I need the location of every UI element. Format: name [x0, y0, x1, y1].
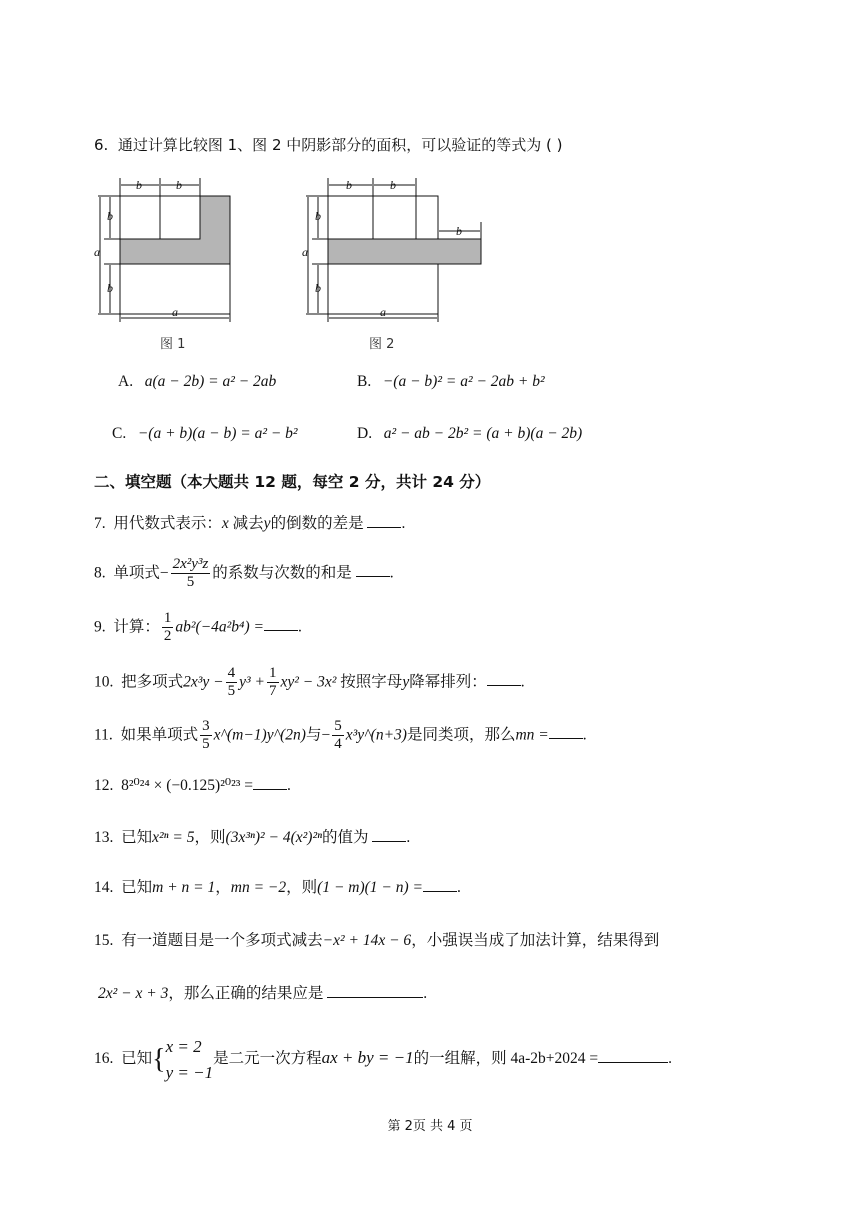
- brace-icon: {: [152, 1043, 166, 1075]
- q14-end: .: [457, 879, 461, 896]
- question-9: [94, 610, 302, 646]
- question-number: 7.: [94, 515, 106, 532]
- q8-text-2: 的系数与次数的和是: [212, 564, 352, 582]
- q13-end: .: [406, 829, 411, 846]
- question-number: 14.: [94, 879, 114, 896]
- q10-fraction-1: [226, 665, 238, 701]
- answer-blank[interactable]: [372, 829, 406, 842]
- q7-var-y: y: [263, 515, 271, 532]
- q11-f1-num: 3: [200, 718, 212, 736]
- page-footer: 第 2页 共 4 页: [387, 1119, 473, 1134]
- q10-text-3: 降幂排列：: [409, 673, 487, 691]
- question-number: 6.: [94, 136, 109, 154]
- question-12: [94, 777, 291, 794]
- answer-blank[interactable]: [549, 726, 583, 739]
- q15-expr-1: −x² + 14x − 6: [322, 932, 412, 949]
- q16-equation: ax + by = −1: [321, 1048, 414, 1068]
- option-c-expr: −(a + b)(a − b) = a² − b²: [137, 425, 298, 442]
- q9-text-1: 计算：: [113, 618, 160, 636]
- q16-text-1: 已知: [121, 1050, 153, 1068]
- q11-minus: −: [321, 726, 331, 744]
- q14-expr-3: (1 − m)(1 − n) =: [317, 879, 424, 896]
- q8-end: .: [389, 564, 394, 582]
- q10-f2-num: 1: [267, 665, 279, 683]
- q13-text-1: 已知: [121, 829, 153, 846]
- q13-text-3: 的值为: [322, 829, 369, 846]
- answer-blank[interactable]: [253, 777, 287, 790]
- q15-expr-2: 2x² − x + 3: [98, 985, 169, 1002]
- q14-separator: ，: [215, 879, 231, 896]
- q15-end: .: [423, 985, 428, 1002]
- section-2-heading: 二、填空题（本大题共 12 题，每空 2 分，共计 24 分）: [94, 473, 491, 491]
- option-d-expr: a² − ab − 2b² = (a + b)(a − 2b): [383, 425, 583, 442]
- answer-blank[interactable]: [423, 879, 457, 892]
- q7-end: .: [401, 515, 406, 532]
- option-d-letter: D.: [357, 425, 373, 442]
- q9-expression: ab²(−4a²b⁴) =: [175, 618, 264, 636]
- q8-minus: −: [159, 564, 169, 582]
- question-number: 13.: [94, 829, 114, 846]
- q8-fraction: [171, 556, 211, 592]
- q16-text-2: 是二元一次方程: [213, 1050, 322, 1068]
- q11-f1-den: 5: [202, 736, 210, 753]
- fig1-label-a-left: a: [94, 245, 100, 259]
- fig2-label-a-bottom: a: [380, 305, 386, 319]
- question-stem: 通过计算比较图 1、图 2 中阴影部分的面积，可以验证的等式为 ( ): [117, 136, 563, 154]
- question-10: [94, 665, 525, 701]
- q14-expr-1: m + n = 1: [152, 879, 216, 896]
- q10-expr-3: xy² − 3x²: [280, 673, 337, 691]
- question-15-cont: [98, 985, 427, 1002]
- q16-row-1: x = 2: [165, 1037, 202, 1056]
- q11-fraction-1: [200, 718, 212, 754]
- q8-numerator: 2x²y³z: [171, 556, 211, 574]
- q8-text-1: 单项式: [113, 564, 160, 582]
- q16-row-2: y = −1: [165, 1062, 214, 1082]
- q11-end: .: [582, 726, 587, 744]
- q10-text-1: 把多项式: [121, 673, 184, 691]
- q10-var-y: y: [402, 673, 410, 691]
- q10-f1-num: 4: [226, 665, 238, 683]
- q7-var-x: x: [221, 515, 229, 532]
- question-13: [94, 829, 410, 846]
- question-number: 10.: [94, 673, 114, 691]
- q10-expr-2: y³ +: [239, 673, 266, 691]
- q10-expr-1: 2x³y −: [183, 673, 224, 691]
- answer-blank[interactable]: [356, 564, 390, 577]
- q9-fraction: [162, 610, 174, 646]
- q14-expr-2: mn = −2: [230, 879, 287, 896]
- q13-expr-1: x²ⁿ = 5: [152, 829, 195, 846]
- q11-text-2: 与: [305, 726, 322, 744]
- q7-text-1: 用代数式表示：: [113, 515, 222, 532]
- q9-denominator: 2: [163, 628, 172, 645]
- question-number: 8.: [94, 564, 106, 582]
- q15-text-1: 有一道题目是一个多项式减去: [121, 932, 323, 949]
- question-14: [94, 879, 461, 896]
- q9-numerator: 1: [162, 610, 174, 628]
- figure-2-caption: 图 2: [369, 337, 395, 352]
- q11-expr-1: x^(m−1)y^(2n): [213, 726, 306, 744]
- q9-end: .: [297, 618, 302, 636]
- fig1-label-a-bottom: a: [172, 305, 178, 319]
- option-b-letter: B.: [357, 373, 372, 390]
- q10-end: .: [520, 673, 525, 691]
- q16-end: .: [668, 1050, 673, 1068]
- answer-blank[interactable]: [327, 985, 423, 998]
- option-c-letter: C.: [112, 425, 127, 442]
- q11-text-3: 是同类项，那么: [406, 726, 516, 744]
- option-c[interactable]: [112, 425, 298, 443]
- q10-text-2: 按照字母: [340, 673, 403, 691]
- fig2-label-b-left-bottom: b: [315, 281, 321, 295]
- fig2-label-a-left: a: [302, 245, 308, 259]
- q10-f1-den: 5: [227, 683, 236, 700]
- fig1-label-b-left-top: b: [107, 209, 113, 223]
- fig1-label-b-left-bottom: b: [107, 281, 113, 295]
- q8-denominator: 5: [186, 574, 195, 591]
- fig1-label-b2: b: [176, 178, 182, 192]
- q13-text-2: ，则: [194, 829, 226, 846]
- q13-expr-2: (3x³ⁿ)² − 4(x²)²ⁿ: [225, 829, 322, 846]
- figure-2: [298, 172, 488, 324]
- figure-1: [90, 172, 240, 324]
- q10-fraction-2: [267, 665, 279, 701]
- q11-fraction-2: [332, 718, 344, 754]
- option-a[interactable]: [118, 373, 276, 391]
- q11-f2-den: 4: [334, 736, 342, 753]
- fig2-label-b-right: b: [456, 224, 462, 238]
- option-d[interactable]: [357, 425, 582, 443]
- fig1-label-b1: b: [136, 178, 142, 192]
- q7-text-2: 减去: [232, 515, 264, 532]
- q11-expr-3: mn =: [515, 726, 549, 744]
- option-a-letter: A.: [118, 373, 134, 390]
- question-number: 11.: [94, 726, 113, 744]
- q11-f2-num: 5: [332, 718, 344, 736]
- q10-f2-den: 7: [269, 683, 277, 700]
- question-number: 9.: [94, 618, 106, 636]
- question-16: [94, 1034, 672, 1085]
- answer-blank[interactable]: [264, 618, 298, 631]
- question-7: [94, 515, 405, 532]
- question-11: [94, 718, 587, 754]
- q11-expr-2: x³y^(n+3): [345, 726, 407, 744]
- question-number: 16.: [94, 1050, 114, 1068]
- option-b[interactable]: [357, 373, 545, 391]
- q12-end: .: [287, 777, 291, 794]
- option-b-expr: −(a − b)² = a² − 2ab + b²: [382, 373, 545, 390]
- figure-1-caption: 图 1: [160, 337, 186, 352]
- q12-expression: 8²⁰²⁴ × (−0.125)²⁰²³ =: [121, 777, 253, 794]
- q16-system: [166, 1034, 214, 1085]
- answer-blank[interactable]: [598, 1050, 668, 1063]
- answer-blank[interactable]: [487, 673, 521, 686]
- question-number: 15.: [94, 932, 114, 949]
- q7-text-3: 的倒数的差是: [270, 515, 364, 532]
- fig2-label-b1: b: [346, 178, 352, 192]
- question-number: 12.: [94, 777, 114, 794]
- option-a-expr: a(a − 2b) = a² − 2ab: [144, 373, 277, 390]
- q14-text-2: ，则: [286, 879, 318, 896]
- q15-text-2: ，小强误当成了加法计算，结果得到: [411, 932, 660, 949]
- question-15: [94, 933, 659, 949]
- q15-text-3: ，那么正确的结果应是: [168, 985, 324, 1002]
- q16-text-3: 的一组解，则 4a-2b+2024 =: [413, 1050, 599, 1068]
- question-8: [94, 556, 394, 592]
- q11-text-1: 如果单项式: [120, 726, 199, 744]
- q14-text-1: 已知: [121, 879, 153, 896]
- fig2-label-b2: b: [390, 178, 396, 192]
- fig2-label-b-left-top: b: [315, 209, 321, 223]
- answer-blank[interactable]: [367, 515, 401, 528]
- question-6: [94, 138, 563, 153]
